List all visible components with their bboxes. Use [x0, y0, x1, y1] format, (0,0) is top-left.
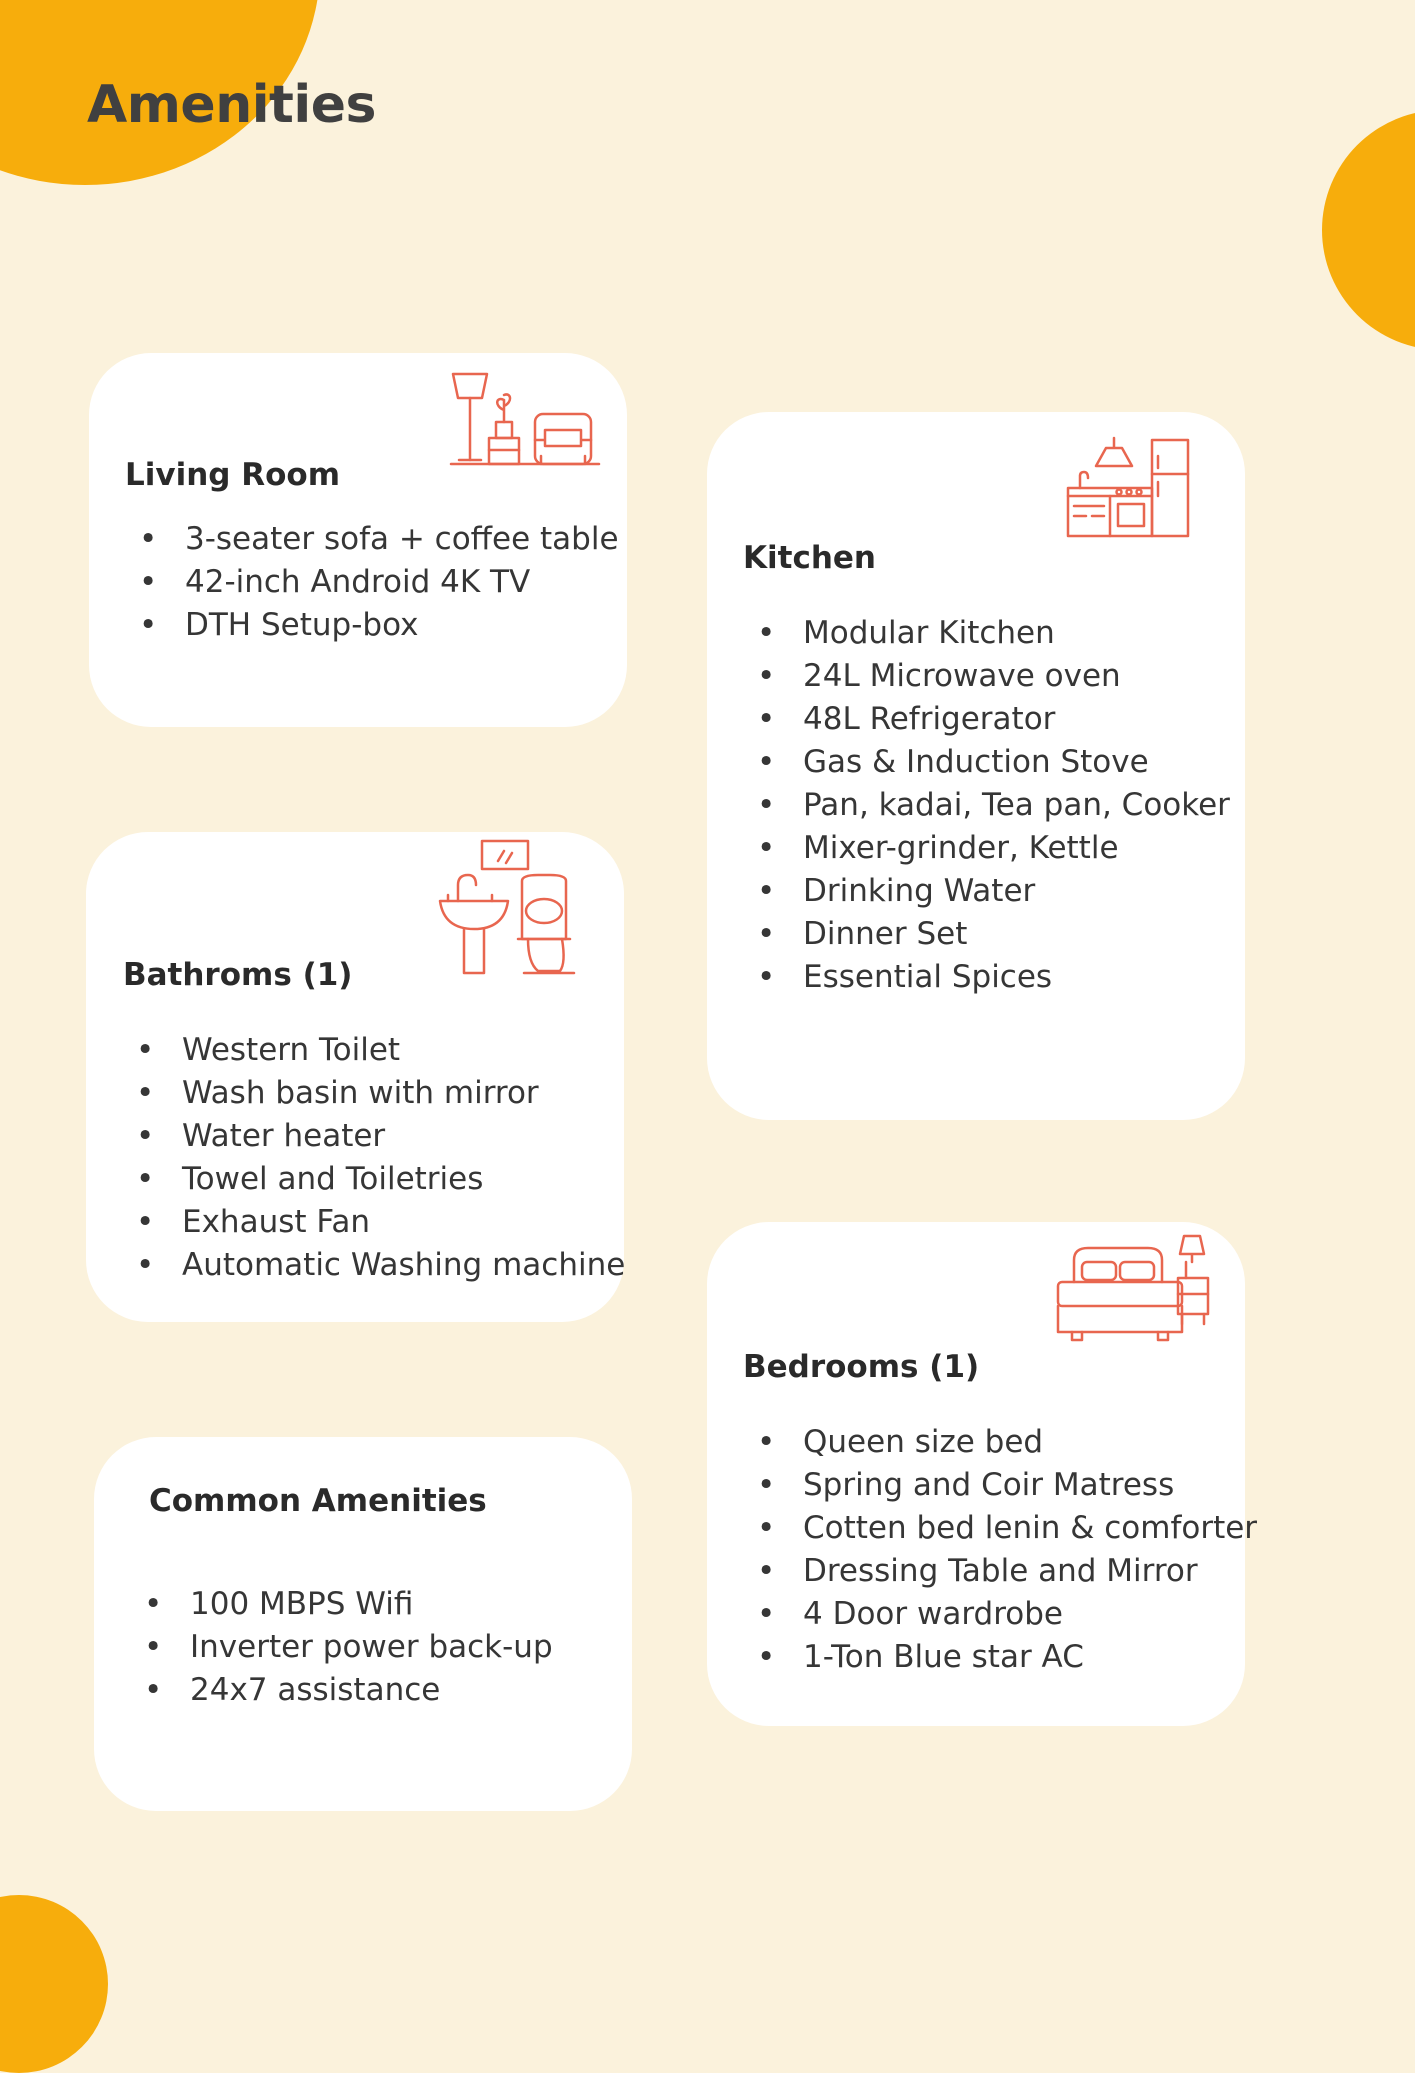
list-item: • Drinking Water	[755, 870, 1230, 913]
list-item: • 24L Microwave oven	[755, 655, 1230, 698]
list-item: • 1-Ton Blue star AC	[755, 1636, 1257, 1679]
list-item: • 100 MBPS Wifi	[142, 1583, 553, 1626]
living-room-card	[89, 353, 627, 727]
bedrooms-card	[707, 1222, 1258, 1726]
living-room-title: Living Room	[125, 457, 341, 493]
list-item: • 24x7 assistance	[142, 1669, 553, 1712]
list-item: • Queen size bed	[755, 1421, 1257, 1464]
kitchen-icon	[1066, 436, 1192, 538]
list-item: • Essential Spices	[755, 956, 1230, 999]
list-item: • Dressing Table and Mirror	[755, 1550, 1257, 1593]
list-item: • 4 Door wardrobe	[755, 1593, 1257, 1636]
common-amenities-list	[142, 1583, 553, 1712]
list-item: • Inverter power back-up	[142, 1626, 553, 1669]
list-item: • Modular Kitchen	[755, 612, 1230, 655]
list-item: • Western Toilet	[134, 1029, 625, 1072]
bedrooms-title: Bedrooms (1)	[743, 1349, 980, 1385]
common-amenities-title: Common Amenities	[149, 1483, 487, 1519]
list-item: • Pan, kadai, Tea pan, Cooker	[755, 784, 1230, 827]
bed-icon	[1052, 1234, 1214, 1344]
bathrooms-card	[86, 832, 624, 1322]
kitchen-list	[755, 612, 1230, 999]
kitchen-card	[707, 412, 1245, 1120]
list-item: • DTH Setup-box	[137, 604, 619, 647]
list-item: • 42-inch Android 4K TV	[137, 561, 619, 604]
list-item: • Wash basin with mirror	[134, 1072, 625, 1115]
list-item: • Water heater	[134, 1115, 625, 1158]
bathroom-icon	[438, 837, 578, 979]
list-item: • 48L Refrigerator	[755, 698, 1230, 741]
list-item: • Gas & Induction Stove	[755, 741, 1230, 784]
bedrooms-list	[755, 1421, 1257, 1679]
living-room-icon	[449, 370, 601, 470]
list-item: • Mixer-grinder, Kettle	[755, 827, 1230, 870]
list-item: • Dinner Set	[755, 913, 1230, 956]
page-title: Amenities	[87, 75, 376, 135]
kitchen-title: Kitchen	[743, 540, 877, 576]
list-item: • Towel and Toiletries	[134, 1158, 625, 1201]
decorative-circle-bottom-left	[0, 1895, 108, 2073]
bathrooms-title: Bathroms (1)	[123, 957, 353, 993]
list-item: • Automatic Washing machine	[134, 1244, 625, 1287]
decorative-circle-top-right	[1322, 110, 1415, 350]
list-item: • 3-seater sofa + coffee table	[137, 518, 619, 561]
common-amenities-card	[94, 1437, 632, 1811]
bathrooms-list	[134, 1029, 625, 1287]
living-room-list	[137, 518, 619, 647]
list-item: • Exhaust Fan	[134, 1201, 625, 1244]
list-item: • Cotten bed lenin & comforter	[755, 1507, 1257, 1550]
list-item: • Spring and Coir Matress	[755, 1464, 1257, 1507]
